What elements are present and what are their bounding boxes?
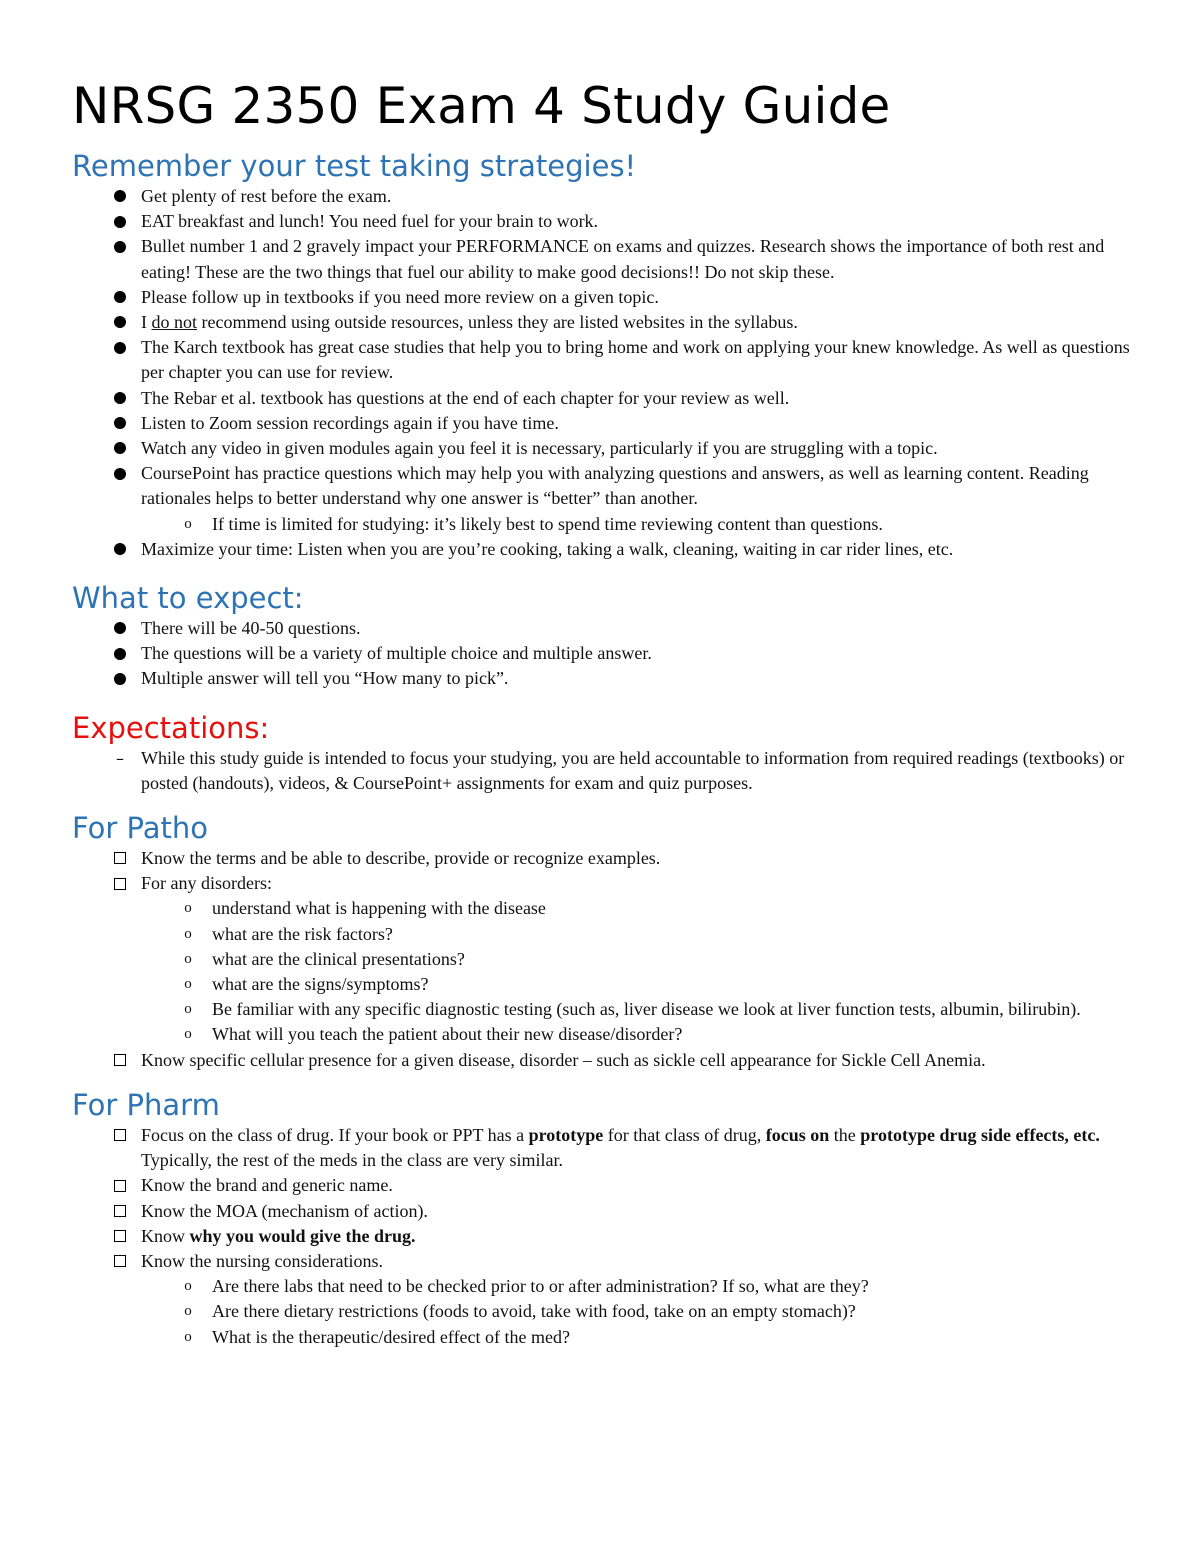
list-item: Bullet number 1 and 2 gravely impact your PERFORMANCE on exams and quizzes. Research shows the importance of both rest and eating! These are the two things that fuel our ability to make good decisions!! Do not skip these. (72, 234, 1130, 284)
document-title: NRSG 2350 Exam 4 Study Guide (72, 77, 891, 135)
sub-list-item: o Be familiar with any specific diagnostic testing (such as, liver disease we look at liver function tests, albumin, bilirubin). (72, 997, 1130, 1022)
checkbox-icon (108, 1249, 132, 1274)
bullet-icon (108, 537, 132, 562)
patho-list (72, 846, 1130, 1073)
sub-list-item: o If time is limited for studying: it’s likely best to spend time reviewing content than questions. (72, 512, 1130, 537)
checklist-item: Know why you would give the drug. (72, 1224, 1130, 1249)
sub-bullet-icon: o (184, 976, 192, 993)
list-item: Multiple answer will tell you “How many to pick”. (72, 666, 1130, 691)
checkbox-icon (108, 1224, 132, 1249)
bullet-icon (108, 184, 132, 209)
sub-bullet-icon: o (184, 925, 192, 942)
dash-icon: – (116, 748, 124, 768)
checklist-item: For any disorders: (72, 871, 1130, 896)
underlined-text: do not (151, 312, 198, 333)
checkbox-icon (108, 1173, 132, 1198)
checklist-item: Know specific cellular presence for a given disease, disorder – such as sickle cell appearance for Sickle Cell Anemia. (72, 1048, 1130, 1073)
expect-list (72, 616, 1130, 692)
checkbox-icon (108, 1048, 132, 1073)
sub-bullet-icon: o (184, 1278, 192, 1295)
sub-list-item: o understand what is happening with the disease (72, 896, 1130, 921)
list-item: The questions will be a variety of multiple choice and multiple answer. (72, 641, 1130, 666)
bullet-icon (108, 411, 132, 436)
list-item: There will be 40-50 questions. (72, 616, 1130, 641)
checkbox-icon (108, 1123, 132, 1148)
list-item: I do not recommend using outside resources, unless they are listed websites in the syllabus. (72, 310, 1130, 335)
sub-bullet-icon: o (184, 515, 192, 532)
bullet-icon (108, 666, 132, 691)
checklist-item: Focus on the class of drug. If your book or PPT has a prototype for that class of drug, focus on the prototype drug side effects, etc. Typically, the rest of the meds in the class are very similar. (72, 1123, 1130, 1173)
list-item: Maximize your time: Listen when you are you’re cooking, taking a walk, cleaning, waiting in car rider lines, etc. (72, 537, 1130, 562)
sub-list-item: o What will you teach the patient about their new disease/disorder? (72, 1022, 1130, 1047)
bullet-icon (108, 641, 132, 666)
sub-list-item: o Are there labs that need to be checked prior to or after administration? If so, what are they? (72, 1274, 1130, 1299)
section-heading-pharm: For Pharm (72, 1087, 220, 1122)
bullet-icon (108, 234, 132, 259)
checklist-item: Know the brand and generic name. (72, 1173, 1130, 1198)
bullet-icon (108, 335, 132, 360)
checklist-item: Know the MOA (mechanism of action). (72, 1199, 1130, 1224)
sub-list-item: o what are the signs/symptoms? (72, 972, 1130, 997)
bullet-icon (108, 386, 132, 411)
section-heading-strategies: Remember your test taking strategies! (72, 149, 637, 183)
list-item: Listen to Zoom session recordings again if you have time. (72, 411, 1130, 436)
sub-list-item: o Are there dietary restrictions (foods to avoid, take with food, take on an empty stomach)? (72, 1299, 1130, 1324)
checkbox-icon (108, 1199, 132, 1224)
list-item: CoursePoint has practice questions which may help you with analyzing questions and answers, as well as learning content. Reading rationales helps to better understand why one answer is “better” than another. (72, 461, 1130, 511)
bullet-icon (108, 616, 132, 641)
bullet-icon (108, 285, 132, 310)
bullet-icon (108, 461, 132, 486)
list-item: Please follow up in textbooks if you need more review on a given topic. (72, 285, 1130, 310)
bullet-icon (108, 436, 132, 461)
sub-list-item: o what are the risk factors? (72, 922, 1130, 947)
sub-bullet-icon: o (184, 1303, 192, 1320)
list-item: Get plenty of rest before the exam. (72, 184, 1130, 209)
sub-list-item: o what are the clinical presentations? (72, 947, 1130, 972)
strategies-list (72, 184, 1130, 562)
section-heading-expectations: Expectations: (72, 710, 270, 745)
sub-bullet-icon: o (184, 1001, 192, 1018)
list-item: – While this study guide is intended to focus your studying, you are held accountable to information from required readings (textbooks) or posted (handouts), videos, & CoursePoint+ assignments for exam and quiz purposes. (72, 746, 1130, 796)
checkbox-icon (108, 846, 132, 871)
checklist-item: Know the terms and be able to describe, provide or recognize examples. (72, 846, 1130, 871)
sub-list-item: o What is the therapeutic/desired effect of the med? (72, 1325, 1130, 1350)
checklist-item: Know the nursing considerations. (72, 1249, 1130, 1274)
checkbox-icon (108, 871, 132, 896)
list-item: Watch any video in given modules again you feel it is necessary, particularly if you are struggling with a topic. (72, 436, 1130, 461)
list-item: EAT breakfast and lunch! You need fuel for your brain to work. (72, 209, 1130, 234)
sub-bullet-icon: o (184, 1026, 192, 1043)
list-item: The Karch textbook has great case studies that help you to bring home and work on applying your knew knowledge. As well as questions per chapter you can use for review. (72, 335, 1130, 385)
bullet-icon (108, 209, 132, 234)
expectations-list (72, 746, 1130, 796)
pharm-list (72, 1123, 1130, 1350)
section-heading-what-to-expect: What to expect: (72, 581, 304, 616)
sub-bullet-icon: o (184, 950, 192, 967)
list-item: The Rebar et al. textbook has questions at the end of each chapter for your review as well. (72, 386, 1130, 411)
bullet-icon (108, 310, 132, 335)
section-heading-patho: For Patho (72, 811, 208, 846)
sub-bullet-icon: o (184, 900, 192, 917)
sub-bullet-icon: o (184, 1328, 192, 1345)
